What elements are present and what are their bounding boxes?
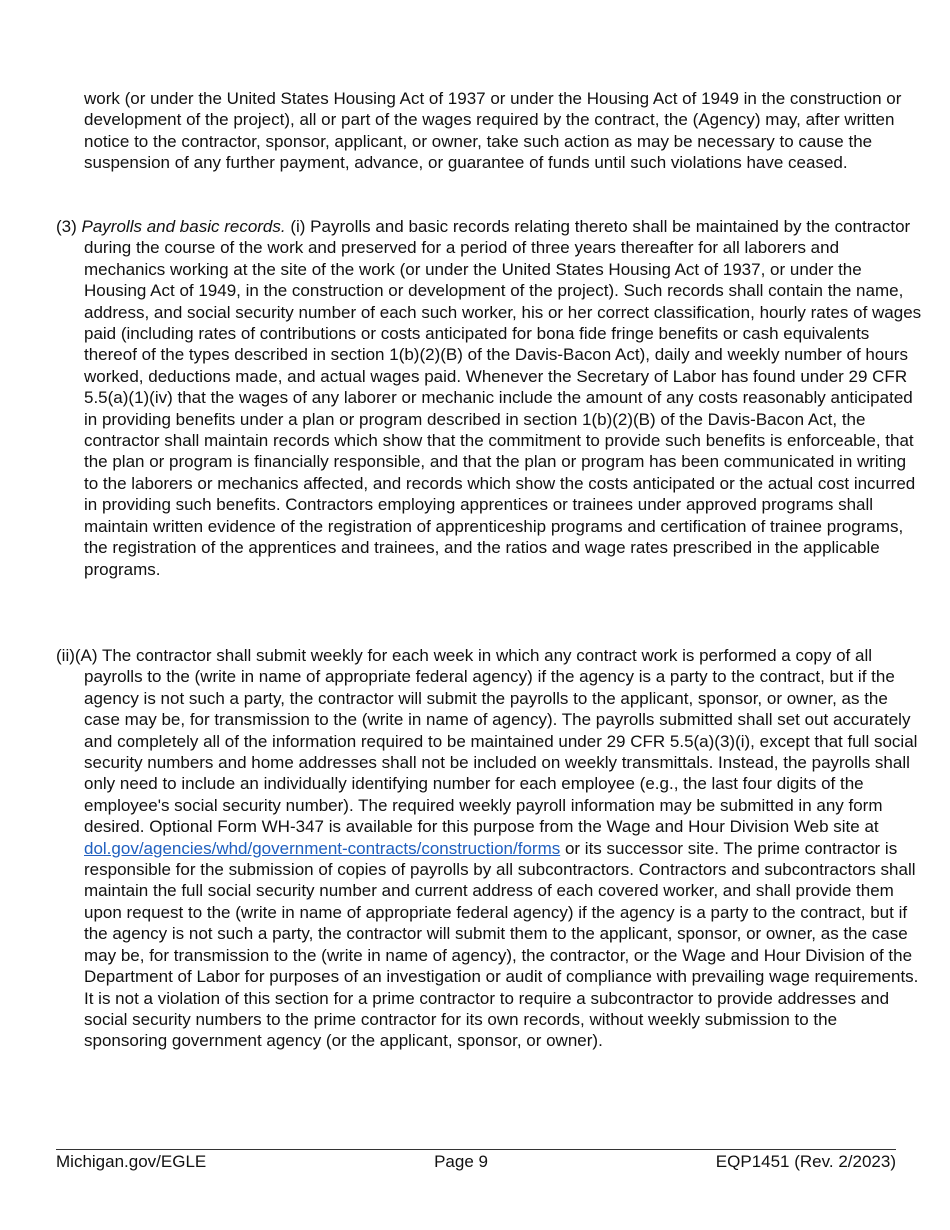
section-3-paragraph — [56, 216, 924, 580]
footer-website: Michigan.gov/EGLE — [56, 1152, 207, 1171]
continuation-text: work (or under the United States Housing Act of 1937 or under the Housing Act of 1949 in the construction or development of the project), all or part of the wages required by the contract, the (Agency) may, after written notice to the contractor, sponsor, applicant, or owner, take such action as may be necessary to cause the suspension of any further payment, advance, or guarantee of funds until such violations have ceased. — [84, 89, 902, 173]
footer-page-number: Page 9 — [434, 1152, 488, 1171]
section-ii-text-before-link: (ii)(A) The contractor shall submit weekly for each week in which any contract work is performed a copy of all payrolls to the (write in name of appropriate federal agency) if the agency is a party to the contract, but if the agency is not such a party, the contractor will submit the payrolls to the applicant, sponsor, or owner, as the case may be, for transmission to the (write in name of agency). The payrolls submitted shall set out accurately and completely all of the information required to be maintained under 29 CFR 5.5(a)(3)(i), except that full social security numbers and home addresses shall not be included on weekly transmittals. Instead, the payrolls shall only need to include an individually identifying number for each employee (e.g., the last four digits of the employee's social security number). The required weekly payroll information may be submitted in any form desired. Optional Form WH-347 is available for this purpose from the Wage and Hour Division Web site at — [56, 646, 918, 837]
section-3-body: (i) Payrolls and basic records relating thereto shall be maintained by the contractor during the course of the work and preserved for a period of three years thereafter for all laborers and mechanics working at the site of the work (or under the United States Housing Act of 1937, or under the Housing Act of 1949, in the construction or development of the project). Such records shall contain the name, address, and social security number of each such worker, his or her correct classification, hourly rates of wages paid (including rates of contributions or costs anticipated for bona fide fringe benefits or cash equivalents thereof of the types described in section 1(b)(2)(B) of the Davis-Bacon Act), daily and weekly number of hours worked, deductions made, and actual wages paid. Whenever the Secretary of Labor has found under 29 CFR 5.5(a)(1)(iv) that the wages of any laborer or mechanic include the amount of any costs reasonably anticipated in providing benefits under a plan or program described in section 1(b)(2)(B) of the Davis-Bacon Act, the contractor shall maintain records which show that the commitment to provide such benefits is enforceable, that the plan or program is financially responsible, and that the plan or program has been communicated in writing to the laborers or mechanics affected, and records which show the costs anticipated or the actual cost incurred in providing such benefits. Contractors employing apprentices or trainees under approved programs shall maintain written evidence of the registration of apprenticeship programs and certification of trainee programs, the registration of the apprentices and trainees, and the ratios and wage rates prescribed in the applicable programs. — [84, 217, 922, 579]
continuation-paragraph — [56, 88, 924, 174]
section-ii-text-after-link: or its successor site. The prime contractor is responsible for the submission of copies of payrolls by all subcontractors. Contractors and subcontractors shall maintain the full social security number and current address of each covered worker, and shall provide them upon request to the (write in name of appropriate federal agency) if the agency is a party to the contract, but if the agency is not such a party, the contractor will submit them to the applicant, sponsor, or owner, as the case may be, for transmission to the (write in name of agency), the contractor, or the Wage and Hour Division of the Department of Labor for purposes of an investigation or audit of compliance with prevailing wage requirements. It is not a violation of this section for a prime contractor to require a subcontractor to provide addresses and social security numbers to the prime contractor for its own records, without weekly submission to the sponsoring government agency (or the applicant, sponsor, or owner). — [84, 838, 919, 1051]
wage-hour-forms-link[interactable]: dol.gov/agencies/whd/government-contracts/construction/forms — [84, 838, 561, 858]
footer-divider — [56, 1149, 896, 1150]
page-footer — [56, 1152, 896, 1172]
section-ii-paragraph — [56, 645, 924, 1052]
footer-form-number: EQP1451 (Rev. 2/2023) — [715, 1152, 896, 1171]
section-3-number: (3) — [56, 217, 77, 236]
section-3-heading: Payrolls and basic records. — [81, 217, 286, 236]
